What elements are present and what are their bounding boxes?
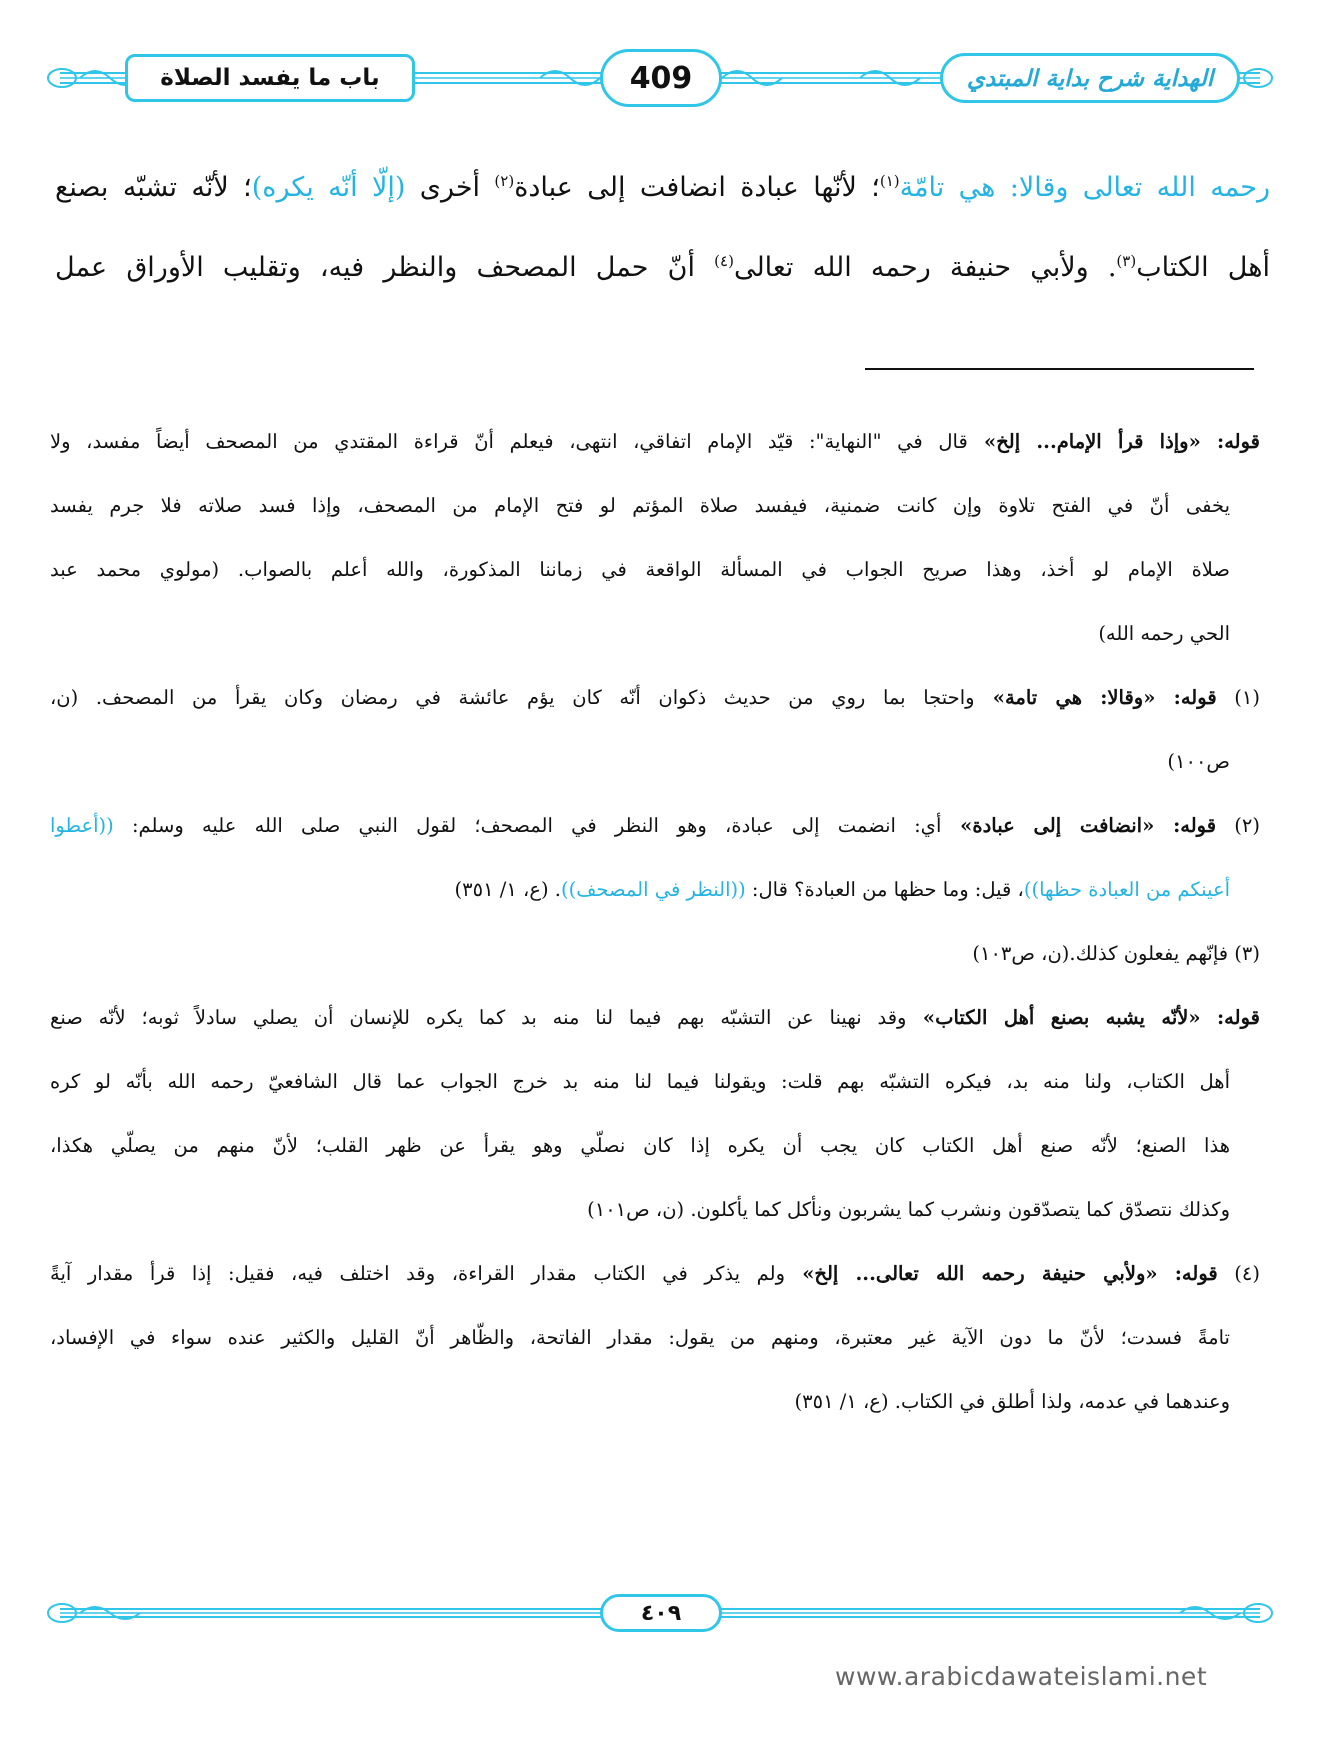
text-segment: وعندهما في عدمه، ولذا أطلق في الكتاب. (ع، ١/ ٣٥١) — [794, 1390, 1230, 1413]
text-segment: قال في "النهاية": قيّد الإمام اتفاقي، انتهى، فيعلم أنّ قراءة المقتدي من المصحف أيضاً مفسد، ولا — [50, 430, 968, 453]
footnote — [50, 1242, 1260, 1434]
footnote-line — [50, 474, 1260, 538]
text-segment: هذا الصنع؛ لأنّه صنع أهل الكتاب كان يجب أن يكره إذا كان نصلّي وهو يقرأ عن ظهر القلب؛ لأنّ منهم من يصلّي هكذا، — [50, 1134, 1230, 1157]
highlighted-text: ((أعطوا — [50, 814, 114, 837]
footnote-line — [50, 730, 1260, 794]
text-segment: قوله: «وإذا قرأ الإمام... إلخ» — [967, 430, 1260, 453]
footnote-line — [50, 538, 1260, 602]
text-segment: ولم يذكر في الكتاب مقدار القراءة، وقد اختلف فيه، فقيل: إذا قرأ مقدار آيةً — [50, 1262, 786, 1285]
text-segment: (٣) فإنّهم يفعلون كذلك.(ن، ص١٠٣) — [972, 942, 1260, 965]
footnote-divider — [865, 368, 1254, 370]
text-segment: وكذلك نتصدّق كما يتصدّقون ونشرب كما يشربون ونأكل كما يأكلون. (ن، ص١٠١) — [587, 1198, 1230, 1221]
footer-page-number-box — [600, 1594, 722, 1632]
footnote-line — [50, 1242, 1260, 1306]
text-segment: ص١٠٠) — [1167, 750, 1230, 773]
text-segment: وقد نهينا عن التشبّه بهم فيما لنا منه بد كما يكره للإنسان أن يصلي سادلاً ثوبه؛ لأنّه صنع — [50, 1006, 907, 1029]
highlighted-text: أعينكم من العبادة حظها)) — [1023, 878, 1230, 901]
text-segment: قوله: «لأنّه يشبه بصنع أهل الكتاب» — [906, 1006, 1260, 1029]
highlighted-text: (إلّا أنّه يكره) — [251, 172, 406, 203]
footnote — [50, 794, 1260, 922]
text-segment: (١) — [1216, 686, 1260, 709]
page-header — [40, 45, 1280, 111]
text-segment: تامةً فسدت؛ لأنّ ما دون الآية غير معتبرة، ومنهم من يقول: مقدار الفاتحة، والظّاهر أنّ القليل والكثير عنده سواء في الإفساد، — [50, 1326, 1230, 1349]
text-segment: صلاة الإمام لو أخذ، وهذا صريح الجواب في المسألة الواقعة في زماننا المذكورة، والله أعلم بالصواب. (مولوي محمد عبد — [50, 558, 1230, 581]
text-segment: واحتجا بما روي من حديث ذكوان أنّه كان يؤم عائشة في رمضان وكان يقرأ من المصحف. (ن، — [50, 686, 975, 709]
footnote — [50, 986, 1260, 1242]
footnote-line — [50, 794, 1260, 858]
text-segment: أي: انضمت إلى عبادة، وهو النظر في المصحف؛ لقول النبي صلى الله عليه وسلم: — [113, 814, 942, 837]
text-segment: قوله: «ولأبي حنيفة رحمه الله تعالى... إلخ» — [785, 1262, 1218, 1285]
footnote-marker: (١) — [879, 172, 900, 190]
footnote-line — [50, 1306, 1260, 1370]
book-title-box — [940, 53, 1240, 103]
footnote-marker: (٣) — [1116, 252, 1137, 270]
footnote — [50, 410, 1260, 666]
footnote — [50, 922, 1260, 986]
text-segment: قوله: «انضافت إلى عبادة» — [941, 814, 1217, 837]
footnote-line — [50, 922, 1260, 986]
text-segment: الحي رحمه الله) — [1098, 622, 1230, 645]
footnotes — [50, 410, 1260, 1434]
footnote-line — [50, 1050, 1260, 1114]
footnote-line — [50, 1114, 1260, 1178]
text-segment: (٤) — [1217, 1262, 1260, 1285]
text-segment: . ولأبي حنيفة رحمه الله تعالى — [733, 252, 1117, 283]
text-segment: (٢) — [1216, 814, 1260, 837]
main-text — [55, 148, 1270, 308]
footnote-line — [50, 602, 1260, 666]
highlighted-text: رحمه الله تعالى وقالا: هي تامّة — [899, 172, 1270, 203]
book-title: الهداية شرح بداية المبتدي — [966, 64, 1214, 92]
text-segment: أهل الكتاب، ولنا منه بد، فيكره التشبّه بهم قلت: ويقولنا فيما لنا منه بد خرج الجواب عما قال الشافعيّ رحمه الله بأنّه لو كره — [50, 1070, 1230, 1093]
text-segment: يخفى أنّ في الفتح تلاوة وإن كانت ضمنية، فيفسد صلاة المؤتم لو فتح الإمام من المصحف، وإذا فسد صلاته فلا جرم يفسد — [50, 494, 1230, 517]
footnote-line — [50, 410, 1260, 474]
text-segment: أهل الكتاب — [1136, 252, 1270, 283]
footnote-marker: (٢) — [494, 172, 515, 190]
footnote-line — [50, 666, 1260, 730]
website-url: www.arabicdawateislami.net — [835, 1662, 1208, 1691]
text-segment: ؛ لأنّه تشبّه بصنع — [55, 172, 252, 203]
main-text-line — [55, 148, 1270, 228]
text-segment: . (ع، ١/ ٣٥١) — [454, 878, 561, 901]
highlighted-text: ((النظر في المصحف)) — [560, 878, 746, 901]
page-number: 409 — [629, 60, 693, 96]
footer-page-number: ٤٠٩ — [640, 1600, 682, 1626]
footnote — [50, 666, 1260, 794]
page-footer — [40, 1592, 1280, 1632]
page-number-box — [600, 49, 722, 107]
footnote-line — [50, 986, 1260, 1050]
text-segment: أخرى — [405, 172, 495, 203]
chapter-title-box — [125, 54, 415, 102]
text-segment: ؛ لأنّها عبادة انضافت إلى عبادة — [514, 172, 880, 203]
footnote-line — [50, 1178, 1260, 1242]
text-segment: ، قيل: وما حظها من العبادة؟ قال: — [745, 878, 1024, 901]
footnote-line — [50, 1370, 1260, 1434]
footnote-line — [50, 858, 1260, 922]
chapter-title: باب ما يفسد الصلاة — [160, 65, 380, 91]
main-text-line — [55, 228, 1270, 308]
footnote-marker: (٤) — [714, 252, 734, 270]
text-segment: أنّ حمل المصحف والنظر فيه، وتقليب الأوراق عمل — [55, 252, 715, 283]
text-segment: قوله: «وقالا: هي تامة» — [974, 686, 1217, 709]
